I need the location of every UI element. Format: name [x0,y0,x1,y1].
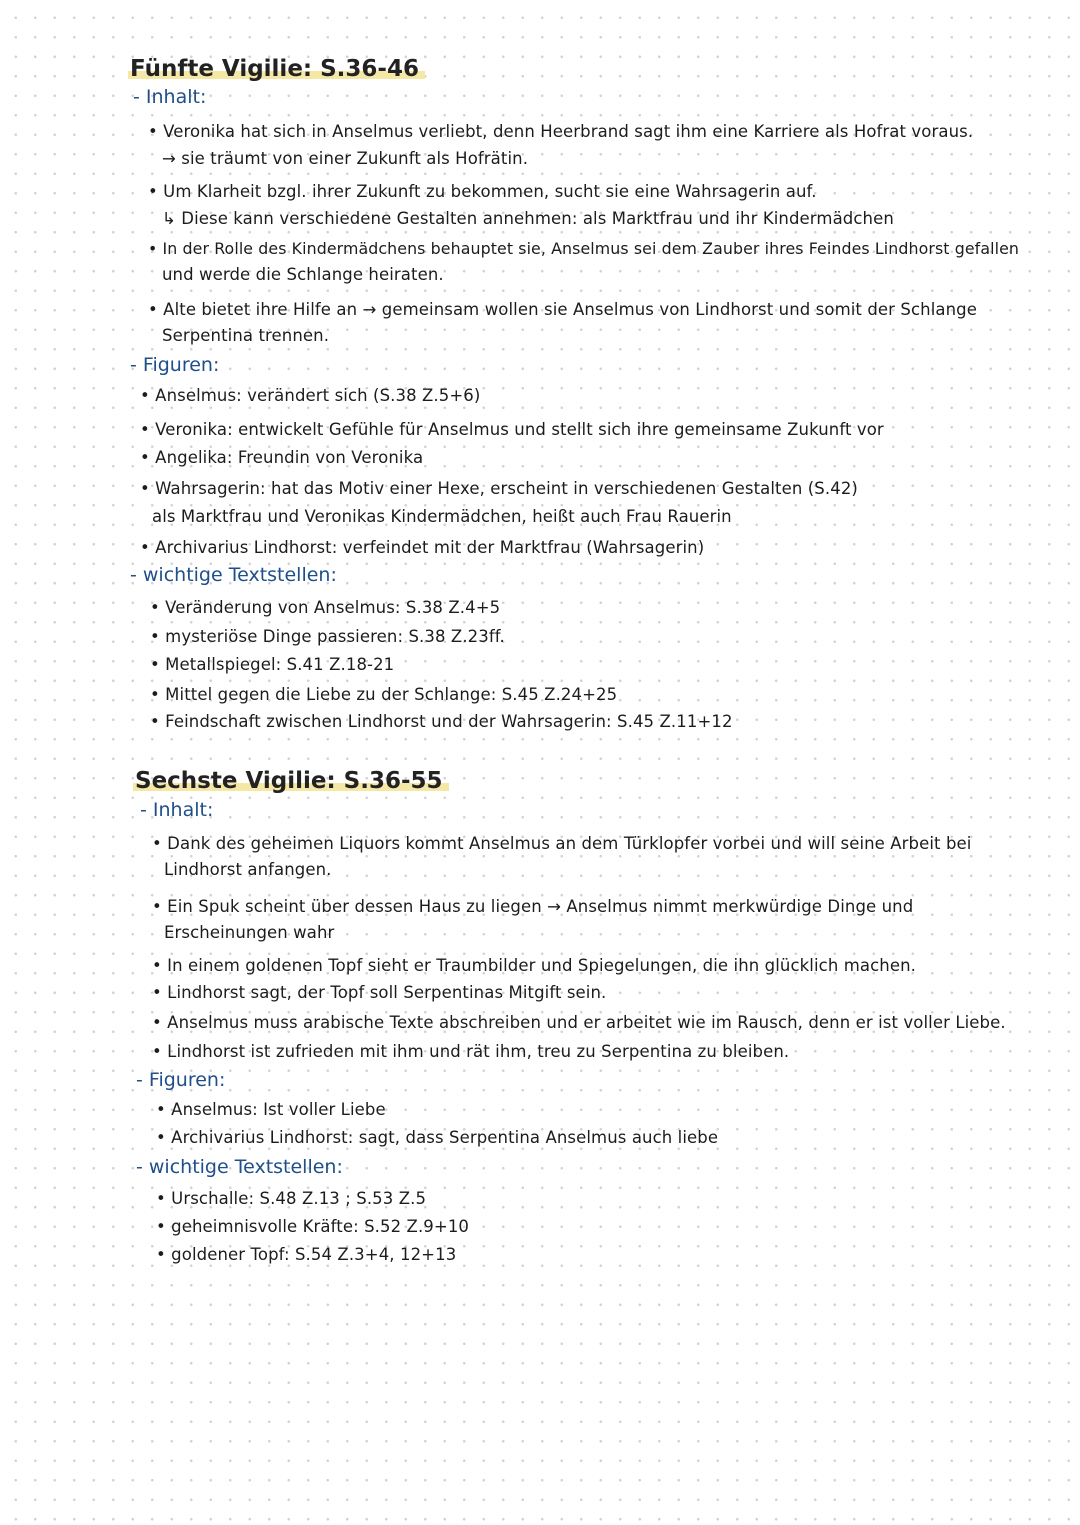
inhalt-6-line-3: • Ein Spuk scheint über dessen Haus zu liegen → Anselmus nimmt merkwürdige Dinge und [152,897,914,916]
inhalt-5-line-4: ↳ Diese kann verschiedene Gestalten annehmen: als Marktfrau und ihr Kindermädchen [162,209,894,228]
heading-inhalt-5: - Inhalt: [133,86,207,108]
textstellen-5-line-3: • Metallspiegel: S.41 Z.18-21 [150,655,395,674]
inhalt-5-line-1: • Veronika hat sich in Anselmus verliebt, denn Heerbrand sagt ihm eine Karriere als Hofrat voraus. [148,122,974,141]
figuren-5-line-1: • Anselmus: verändert sich (S.38 Z.5+6) [140,386,481,405]
inhalt-6-line-7: • Anselmus muss arabische Texte abschreiben und er arbeitet wie im Rausch, denn er ist voller Liebe. [152,1013,1006,1032]
inhalt-5-line-6: und werde die Schlange heiraten. [162,265,444,284]
heading-textstellen-6: - wichtige Textstellen: [136,1156,343,1178]
figuren-5-line-3: • Angelika: Freundin von Veronika [140,448,424,467]
inhalt-6-line-5: • In einem goldenen Topf sieht er Traumbilder und Spiegelungen, die ihn glücklich machen. [152,956,917,975]
inhalt-5-line-7: • Alte bietet ihre Hilfe an → gemeinsam wollen sie Anselmus von Lindhorst und somit der Schlange [148,300,977,319]
inhalt-6-line-2: Lindhorst anfangen. [164,860,332,879]
inhalt-6-line-4: Erscheinungen wahr [164,923,335,942]
figuren-6-line-1: • Anselmus: Ist voller Liebe [156,1100,386,1119]
inhalt-5-line-8: Serpentina trennen. [162,326,330,345]
inhalt-6-line-8: • Lindhorst ist zufrieden mit ihm und rät ihm, treu zu Serpentina zu bleiben. [152,1042,790,1061]
textstellen-6-line-2: • geheimnisvolle Kräfte: S.52 Z.9+10 [156,1217,470,1236]
inhalt-5-line-3: • Um Klarheit bzgl. ihrer Zukunft zu bekommen, sucht sie eine Wahrsagerin auf. [148,182,817,201]
figuren-6-line-2: • Archivarius Lindhorst: sagt, dass Serpentina Anselmus auch liebe [156,1128,719,1147]
textstellen-5-line-2: • mysteriöse Dinge passieren: S.38 Z.23ff. [150,627,505,646]
textstellen-5-line-4: • Mittel gegen die Liebe zu der Schlange: S.45 Z.24+25 [150,685,618,704]
inhalt-5-line-2: → sie träumt von einer Zukunft als Hofrätin. [162,149,529,168]
figuren-5-line-2: • Veronika: entwickelt Gefühle für Anselmus und stellt sich ihre gemeinsame Zukunft vor [140,420,884,439]
title-sechste-vigilie: Sechste Vigilie: S.36-55 [133,766,449,796]
heading-inhalt-6: - Inhalt: [140,799,214,821]
figuren-5-line-5: als Marktfrau und Veronikas Kindermädchen, heißt auch Frau Rauerin [152,507,732,526]
inhalt-6-line-1: • Dank des geheimen Liquors kommt Anselmus an dem Türklopfer vorbei und will seine Arbeit bei [152,834,972,853]
figuren-5-line-6: • Archivarius Lindhorst: verfeindet mit der Marktfrau (Wahrsagerin) [140,538,705,557]
figuren-5-line-4: • Wahrsagerin: hat das Motiv einer Hexe, erscheint in verschiedenen Gestalten (S.42) [140,479,858,498]
heading-figuren-5: - Figuren: [130,354,220,376]
inhalt-5-line-5: • In der Rolle des Kindermädchens behauptet sie, Anselmus sei dem Zauber ihres Feindes Lindhorst gefallen [148,239,1020,258]
inhalt-6-line-6: • Lindhorst sagt, der Topf soll Serpentinas Mitgift sein. [152,983,607,1002]
heading-textstellen-5: - wichtige Textstellen: [130,564,337,586]
title-fuenfte-vigilie: Fünfte Vigilie: S.36-46 [128,54,425,84]
heading-figuren-6: - Figuren: [136,1069,226,1091]
textstellen-6-line-3: • goldener Topf: S.54 Z.3+4, 12+13 [156,1245,457,1264]
textstellen-5-line-5: • Feindschaft zwischen Lindhorst und der Wahrsagerin: S.45 Z.11+12 [150,712,733,731]
textstellen-6-line-1: • Urschalle: S.48 Z.13 ; S.53 Z.5 [156,1189,427,1208]
textstellen-5-line-1: • Veränderung von Anselmus: S.38 Z.4+5 [150,598,501,617]
